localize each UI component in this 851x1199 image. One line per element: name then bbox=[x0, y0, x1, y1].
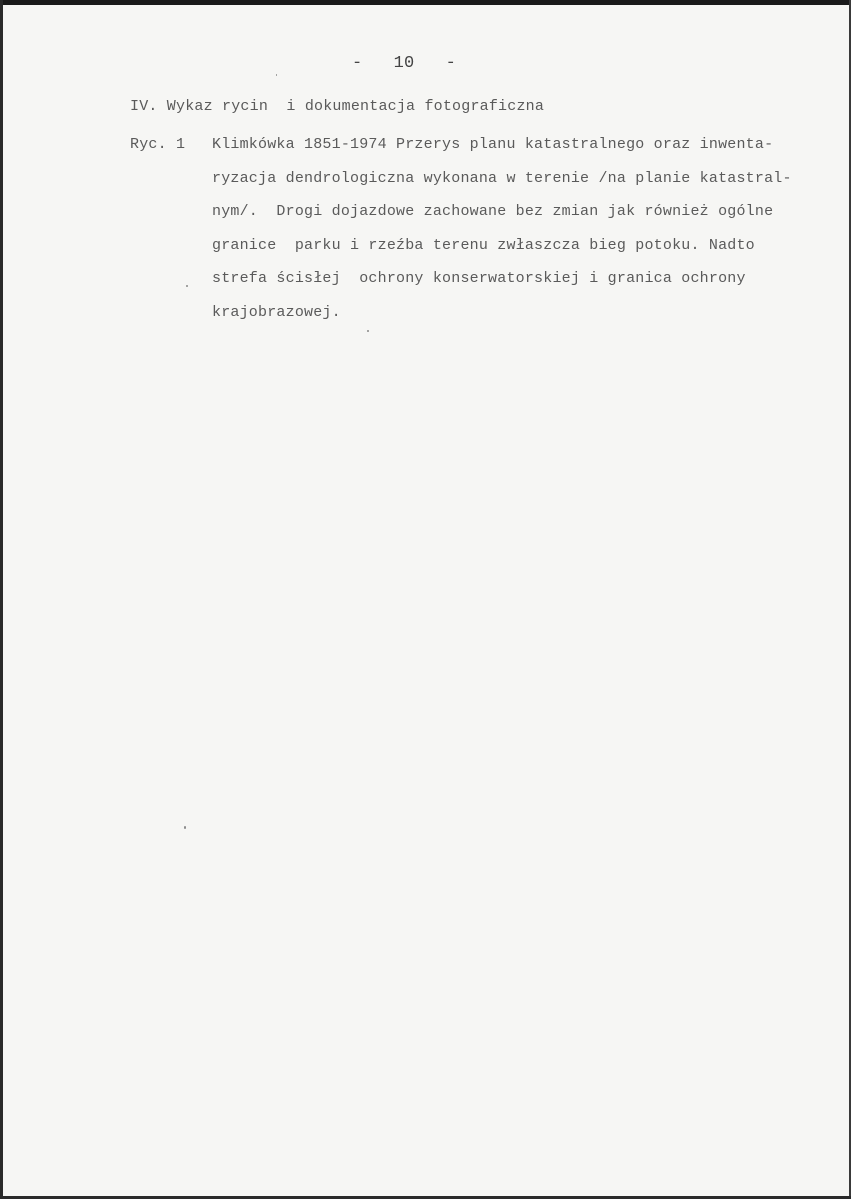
paper-speck bbox=[184, 826, 186, 829]
scan-edge-top bbox=[0, 0, 851, 5]
figure-description-line: krajobrazowej. bbox=[212, 304, 341, 321]
section-heading: IV. Wykaz rycin i dokumentacja fotograficzna bbox=[130, 98, 545, 115]
figure-description-line: nym/. Drogi dojazdowe zachowane bez zmian jak również ogólne bbox=[212, 203, 774, 220]
figure-description-line: granice parku i rzeźba terenu zwłaszcza bieg potoku. Nadto bbox=[212, 237, 755, 254]
scan-edge-left bbox=[0, 0, 3, 1199]
paper-speck bbox=[367, 330, 369, 332]
paper-speck bbox=[186, 285, 188, 287]
page-number: - 10 - bbox=[352, 54, 457, 73]
figure-description-line: ryzacja dendrologiczna wykonana w terenie /na planie katastral- bbox=[212, 170, 792, 187]
figure-description-line: Klimkówka 1851-1974 Przerys planu katastralnego oraz inwenta- bbox=[212, 136, 774, 153]
figure-description-line: strefa ścisłej ochrony konserwatorskiej i granica ochrony bbox=[212, 270, 746, 287]
figure-label: Ryc. 1 bbox=[130, 136, 186, 153]
paper-speck bbox=[276, 74, 277, 76]
